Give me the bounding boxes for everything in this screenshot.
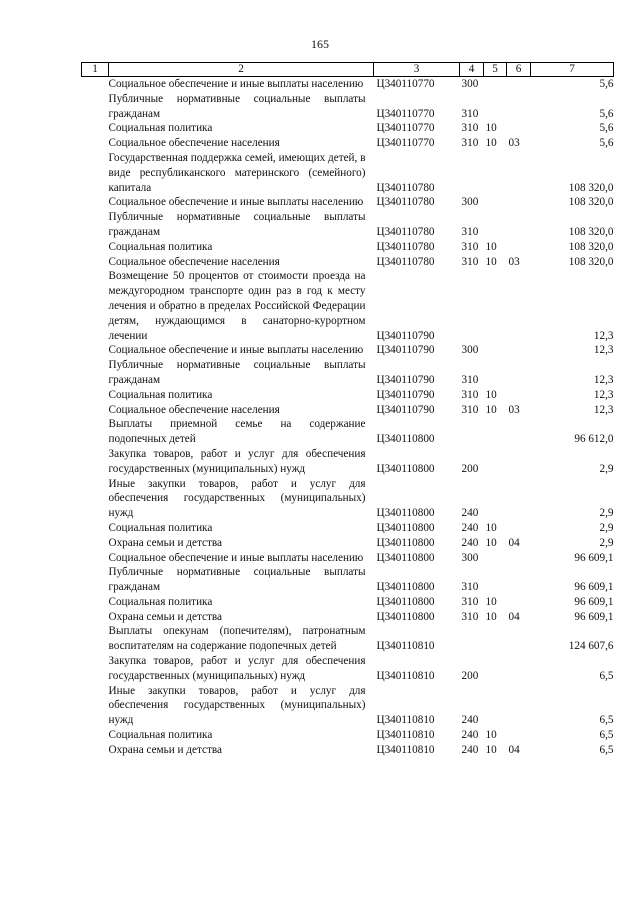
row-rz xyxy=(484,447,507,477)
row-pr: 03 xyxy=(508,403,520,416)
row-csr: Ц340110810 xyxy=(376,729,435,742)
row-vr: 240 xyxy=(461,507,479,520)
row-sum: 108 320,0 xyxy=(568,181,614,194)
row-name: Публичные нормативные социальные выплаты гражданам xyxy=(108,92,366,120)
table-row xyxy=(82,595,614,610)
row-sum: 2,9 xyxy=(599,462,614,475)
row-vr xyxy=(460,269,484,343)
row-rz: 10 xyxy=(485,388,497,401)
row-sum: 12,3 xyxy=(593,329,614,342)
row-rz xyxy=(484,210,507,240)
table-row xyxy=(82,240,614,255)
row-name: Социальное обеспечение населения xyxy=(108,255,280,268)
blank xyxy=(82,624,109,654)
row-pr xyxy=(507,121,531,136)
row-sum: 96 609,1 xyxy=(574,551,614,564)
row-vr: 310 xyxy=(461,403,479,416)
table-row xyxy=(82,447,614,477)
blank xyxy=(82,210,109,240)
header-cell: 1 xyxy=(82,63,109,77)
row-csr: Ц340110790 xyxy=(376,373,435,386)
budget-table xyxy=(81,62,614,758)
row-vr: 240 xyxy=(461,743,479,756)
row-rz xyxy=(484,151,507,195)
row-pr xyxy=(507,417,531,447)
row-name: Закупка товаров, работ и услуг для обеспечения государственных (муниципальных) нужд xyxy=(108,447,366,475)
table-row xyxy=(82,151,614,195)
row-vr: 300 xyxy=(461,78,479,90)
table-row xyxy=(82,77,614,92)
row-name: Социальная политика xyxy=(108,240,213,253)
row-pr xyxy=(507,551,531,566)
row-rz xyxy=(484,624,507,654)
row-sum: 108 320,0 xyxy=(568,240,614,253)
row-pr xyxy=(507,477,531,521)
row-pr xyxy=(507,624,531,654)
row-pr: 04 xyxy=(508,610,520,623)
row-sum: 2,9 xyxy=(599,536,614,549)
row-name: Социальная политика xyxy=(108,521,213,534)
row-pr: 04 xyxy=(508,536,520,549)
row-rz: 10 xyxy=(485,729,497,742)
table-row xyxy=(82,403,614,418)
row-sum: 12,3 xyxy=(593,388,614,401)
row-rz xyxy=(484,551,507,566)
row-sum: 108 320,0 xyxy=(568,225,614,238)
row-sum: 12,3 xyxy=(593,373,614,386)
table-row xyxy=(82,536,614,551)
row-sum: 6,5 xyxy=(599,714,614,727)
row-sum: 108 320,0 xyxy=(568,196,614,209)
row-csr: Ц340110780 xyxy=(376,225,435,238)
row-sum: 12,3 xyxy=(593,344,614,357)
row-name: Выплаты опекунам (попечителям), патронатным воспитателям на содержание подопечных детей xyxy=(108,625,366,653)
row-rz: 10 xyxy=(485,240,497,253)
row-pr xyxy=(507,343,531,358)
row-csr: Ц340110790 xyxy=(376,329,435,342)
blank xyxy=(82,121,109,136)
row-sum: 5,6 xyxy=(599,122,614,135)
blank xyxy=(82,240,109,255)
blank xyxy=(82,595,109,610)
row-vr: 240 xyxy=(461,729,479,742)
row-rz xyxy=(484,477,507,521)
row-csr: Ц340110780 xyxy=(376,255,435,268)
row-pr xyxy=(507,447,531,477)
table-header-row xyxy=(82,63,614,77)
row-pr xyxy=(507,210,531,240)
row-sum: 96 612,0 xyxy=(574,433,614,446)
row-name: Публичные нормативные социальные выплаты гражданам xyxy=(108,566,366,594)
row-name: Охрана семьи и детства xyxy=(108,536,222,549)
table-row xyxy=(82,255,614,270)
table-row xyxy=(82,92,614,122)
table-row xyxy=(82,624,614,654)
blank xyxy=(82,136,109,151)
row-name: Охрана семьи и детства xyxy=(108,743,222,756)
row-name: Публичные нормативные социальные выплаты гражданам xyxy=(108,211,366,238)
blank xyxy=(82,536,109,551)
row-csr: Ц340110800 xyxy=(376,433,435,446)
header-cell: 2 xyxy=(109,63,374,77)
table-row xyxy=(82,417,614,447)
table-row xyxy=(82,743,614,758)
row-name: Социальное обеспечение и иные выплаты населению xyxy=(108,551,364,564)
row-csr: Ц340110800 xyxy=(376,610,435,623)
row-pr xyxy=(507,565,531,595)
row-rz: 10 xyxy=(485,122,497,135)
row-pr xyxy=(507,358,531,388)
row-csr: Ц340110800 xyxy=(376,581,435,594)
row-vr: 300 xyxy=(461,196,479,209)
blank xyxy=(82,255,109,270)
row-rz: 10 xyxy=(485,595,497,608)
row-rz xyxy=(484,358,507,388)
row-vr xyxy=(460,417,484,447)
row-sum: 2,9 xyxy=(599,507,614,520)
row-rz xyxy=(484,77,507,92)
row-csr: Ц340110810 xyxy=(376,640,435,653)
row-name: Социальная политика xyxy=(108,729,213,742)
row-vr: 300 xyxy=(461,551,479,564)
row-pr xyxy=(507,595,531,610)
table-row xyxy=(82,654,614,684)
blank xyxy=(82,343,109,358)
row-pr xyxy=(507,521,531,536)
header-cell: 4 xyxy=(460,63,484,77)
table-row xyxy=(82,269,614,343)
row-pr: 03 xyxy=(508,137,520,150)
row-sum: 124 607,6 xyxy=(568,640,614,653)
row-vr: 310 xyxy=(461,595,479,608)
row-name: Социальное обеспечение и иные выплаты населению xyxy=(108,196,364,209)
header-cell: 7 xyxy=(531,63,614,77)
row-vr: 240 xyxy=(461,521,479,534)
row-vr: 240 xyxy=(461,714,479,727)
row-csr: Ц340110810 xyxy=(376,669,435,682)
row-vr: 200 xyxy=(461,462,479,475)
row-vr: 240 xyxy=(461,536,479,549)
row-sum: 12,3 xyxy=(593,403,614,416)
row-rz xyxy=(484,195,507,210)
row-csr: Ц340110780 xyxy=(376,196,435,209)
row-name: Социальное обеспечение населения xyxy=(108,137,280,150)
row-csr: Ц340110790 xyxy=(376,344,435,357)
row-sum: 108 320,0 xyxy=(568,255,614,268)
row-name: Социальное обеспечение и иные выплаты населению xyxy=(108,78,364,90)
blank xyxy=(82,654,109,684)
row-rz xyxy=(484,654,507,684)
table-body xyxy=(82,77,614,758)
row-vr: 310 xyxy=(461,107,479,120)
blank xyxy=(82,684,109,728)
row-csr: Ц340110790 xyxy=(376,403,435,416)
blank xyxy=(82,521,109,536)
row-rz: 10 xyxy=(485,743,497,756)
blank xyxy=(82,269,109,343)
row-pr xyxy=(507,728,531,743)
blank xyxy=(82,195,109,210)
header-cell: 6 xyxy=(507,63,531,77)
row-vr: 310 xyxy=(461,255,479,268)
row-rz: 10 xyxy=(485,403,497,416)
row-name: Иные закупки товаров, работ и услуг для обеспечения государственных (муниципальных) нужд xyxy=(108,477,366,520)
row-rz xyxy=(484,565,507,595)
row-csr: Ц340110800 xyxy=(376,521,435,534)
blank xyxy=(82,610,109,625)
row-rz xyxy=(484,269,507,343)
table-row xyxy=(82,195,614,210)
blank xyxy=(82,92,109,122)
row-sum: 2,9 xyxy=(599,521,614,534)
table-row xyxy=(82,136,614,151)
row-pr: 04 xyxy=(508,743,520,756)
row-vr: 200 xyxy=(461,669,479,682)
blank xyxy=(82,77,109,92)
row-pr: 03 xyxy=(508,255,520,268)
row-csr: Ц340110770 xyxy=(376,122,435,135)
row-vr: 300 xyxy=(461,344,479,357)
table-row xyxy=(82,121,614,136)
row-rz: 10 xyxy=(485,521,497,534)
blank xyxy=(82,551,109,566)
row-name: Выплаты приемной семье на содержание подопечных детей xyxy=(108,418,366,446)
row-vr: 310 xyxy=(461,388,479,401)
blank xyxy=(82,565,109,595)
row-rz xyxy=(484,343,507,358)
row-csr: Ц340110770 xyxy=(376,78,435,90)
row-vr: 310 xyxy=(461,610,479,623)
row-csr: Ц340110810 xyxy=(376,714,435,727)
table-row xyxy=(82,521,614,536)
row-sum: 6,5 xyxy=(599,743,614,756)
row-sum: 96 609,1 xyxy=(574,595,614,608)
blank xyxy=(82,403,109,418)
row-rz: 10 xyxy=(485,255,497,268)
table-row xyxy=(82,684,614,728)
row-vr xyxy=(460,624,484,654)
row-vr: 310 xyxy=(461,225,479,238)
row-csr: Ц340110780 xyxy=(376,181,435,194)
row-rz: 10 xyxy=(485,536,497,549)
row-csr: Ц340110800 xyxy=(376,595,435,608)
row-name: Государственная поддержка семей, имеющих детей, в виде республиканского материнского (семейного) капитала xyxy=(108,151,366,194)
row-name: Социальная политика xyxy=(108,122,213,135)
row-pr xyxy=(507,388,531,403)
row-pr xyxy=(507,654,531,684)
row-rz: 10 xyxy=(485,137,497,150)
row-name: Охрана семьи и детства xyxy=(108,610,222,623)
blank xyxy=(82,728,109,743)
table-row xyxy=(82,343,614,358)
row-csr: Ц340110800 xyxy=(376,536,435,549)
row-pr xyxy=(507,195,531,210)
row-vr: 310 xyxy=(461,122,479,135)
blank xyxy=(82,447,109,477)
row-sum: 6,5 xyxy=(599,729,614,742)
row-sum: 6,5 xyxy=(599,669,614,682)
row-csr: Ц340110790 xyxy=(376,388,435,401)
row-vr: 310 xyxy=(461,137,479,150)
table-row xyxy=(82,210,614,240)
row-csr: Ц340110770 xyxy=(376,137,435,150)
blank xyxy=(82,358,109,388)
row-rz xyxy=(484,684,507,728)
row-name: Закупка товаров, работ и услуг для обеспечения государственных (муниципальных) нужд xyxy=(108,655,366,682)
row-vr: 310 xyxy=(461,240,479,253)
row-pr xyxy=(507,77,531,92)
row-csr: Ц340110810 xyxy=(376,743,435,756)
row-rz: 10 xyxy=(485,610,497,623)
row-rz xyxy=(484,92,507,122)
row-sum: 5,6 xyxy=(599,107,614,120)
row-name: Иные закупки товаров, работ и услуг для обеспечения государственных (муниципальных) нужд xyxy=(108,684,366,727)
table-row xyxy=(82,358,614,388)
row-sum: 96 609,1 xyxy=(574,581,614,594)
table-row xyxy=(82,728,614,743)
row-pr xyxy=(507,151,531,195)
blank xyxy=(82,743,109,758)
row-csr: Ц340110800 xyxy=(376,462,435,475)
row-name: Публичные нормативные социальные выплаты гражданам xyxy=(108,359,366,386)
blank xyxy=(82,388,109,403)
table-row xyxy=(82,551,614,566)
row-csr: Ц340110780 xyxy=(376,240,435,253)
row-vr: 310 xyxy=(461,373,479,386)
row-vr xyxy=(460,151,484,195)
header-cell: 5 xyxy=(484,63,507,77)
row-sum: 5,6 xyxy=(599,137,614,150)
row-name: Социальное обеспечение и иные выплаты населению xyxy=(108,344,364,357)
table-row xyxy=(82,388,614,403)
table-row xyxy=(82,477,614,521)
row-name: Социальная политика xyxy=(108,595,213,608)
page-number: 165 xyxy=(311,37,329,51)
blank xyxy=(82,417,109,447)
row-name: Социальное обеспечение населения xyxy=(108,403,280,416)
row-sum: 96 609,1 xyxy=(574,610,614,623)
row-name: Социальная политика xyxy=(108,388,213,401)
row-pr xyxy=(507,269,531,343)
row-csr: Ц340110800 xyxy=(376,507,435,520)
blank xyxy=(82,477,109,521)
row-pr xyxy=(507,684,531,728)
row-rz xyxy=(484,417,507,447)
row-sum: 5,6 xyxy=(599,78,614,90)
row-pr xyxy=(507,240,531,255)
header-cell: 3 xyxy=(374,63,460,77)
row-csr: Ц340110770 xyxy=(376,107,435,120)
row-vr: 310 xyxy=(461,581,479,594)
row-csr: Ц340110800 xyxy=(376,551,435,564)
row-pr xyxy=(507,92,531,122)
blank xyxy=(82,151,109,195)
table-row xyxy=(82,610,614,625)
table-row xyxy=(82,565,614,595)
row-name: Возмещение 50 процентов от стоимости проезда на междугородном транспорте один раз в год к месту лечения и обратно в пределах Российской Федерации детям, нуждающимся в санаторно-курортном лечении xyxy=(108,270,366,342)
